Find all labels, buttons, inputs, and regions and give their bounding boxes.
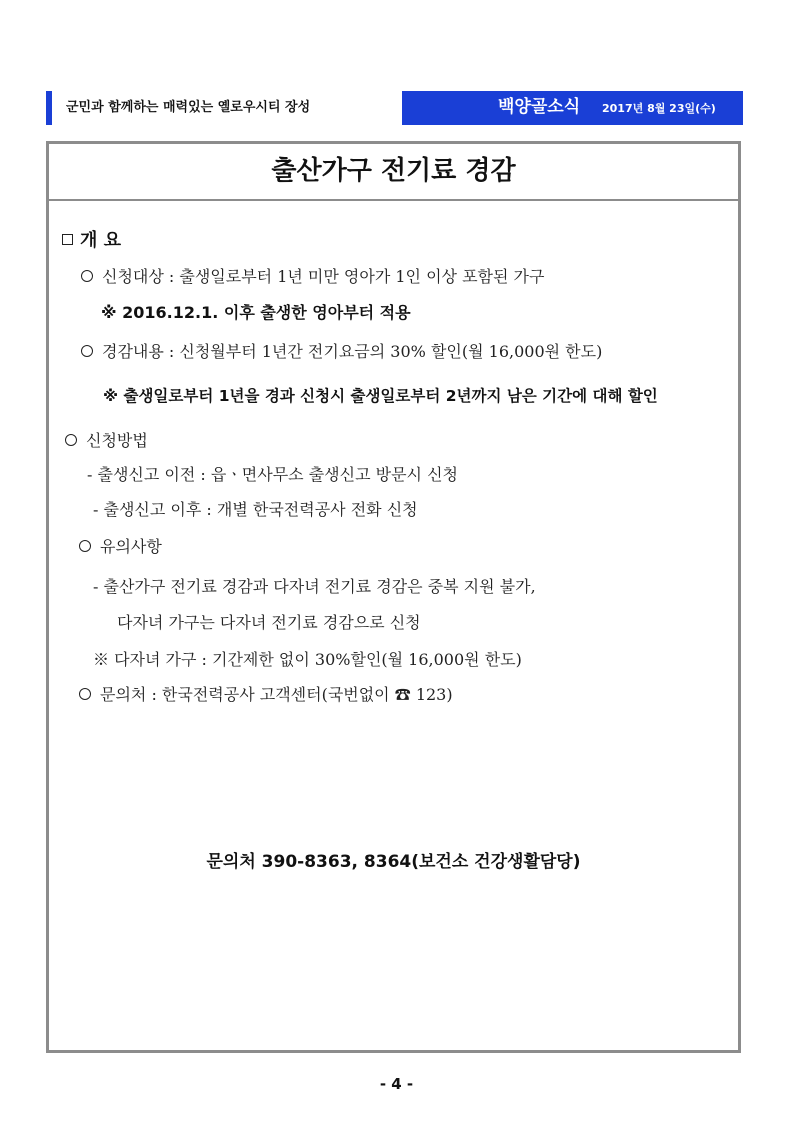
target-text: 신청대상 : 출생일로부터 1년 미만 영아가 1인 이상 포함된 가구 — [102, 267, 545, 286]
circle-bullet-icon — [81, 270, 93, 282]
inquiry-row — [79, 682, 453, 705]
caution-note: ※ 다자녀 가구 : 기간제한 없이 30%할인(월 16,000원 한도) — [93, 650, 522, 669]
caution-row — [79, 534, 162, 557]
circle-bullet-icon — [79, 688, 91, 700]
caution-line1: - 출산가구 전기료 경감과 다자녀 전기료 경감은 중복 지원 불가, — [93, 577, 536, 596]
circle-bullet-icon — [65, 434, 77, 446]
method-after: - 출생신고 이후 : 개별 한국전력공사 전화 신청 — [93, 500, 418, 519]
method-row — [65, 428, 148, 451]
overview-heading: 개 요 — [80, 230, 122, 251]
inquiry-text: 문의처 : 한국전력공사 고객센터(국번없이 ☎ 123) — [100, 685, 453, 704]
caution-line2: 다자녀 가구는 다자녀 전기료 경감으로 신청 — [117, 613, 421, 632]
issue-date: 2017년 8월 23일(수) — [602, 102, 716, 115]
method-before: - 출생신고 이전 : 읍ㆍ면사무소 출생신고 방문시 신청 — [87, 465, 458, 484]
target-note: ※ 2016.12.1. 이후 출생한 영아부터 적용 — [101, 303, 411, 322]
header-banner — [402, 91, 743, 125]
header-accent-bar — [46, 91, 52, 125]
caution-heading: 유의사항 — [100, 537, 162, 556]
circle-bullet-icon — [81, 345, 93, 357]
title-box — [49, 144, 738, 201]
target-row — [81, 264, 544, 287]
method-heading: 신청방법 — [86, 431, 148, 450]
article-box — [46, 141, 741, 1053]
circle-bullet-icon — [79, 540, 91, 552]
newsletter-name: 백양골소식 — [498, 97, 581, 117]
page-header — [46, 91, 743, 125]
square-bullet-icon — [62, 234, 73, 245]
content-note: ※ 출생일로부터 1년을 경과 신청시 출생일로부터 2년까지 남은 기간에 대해 할인 — [103, 387, 658, 405]
article-title: 출산가구 전기료 경감 — [271, 156, 516, 186]
contact-line: 문의처 390-8363, 8364(보건소 건강생활담당) — [206, 852, 581, 872]
content-text: 경감내용 : 신청월부터 1년간 전기요금의 30% 할인(월 16,000원 한도) — [102, 342, 603, 361]
content-row — [81, 339, 602, 362]
header-slogan: 군민과 함께하는 매력있는 옐로우시티 장성 — [66, 100, 311, 115]
page-number: - 4 - — [379, 1075, 414, 1093]
overview-heading-row — [62, 226, 121, 252]
